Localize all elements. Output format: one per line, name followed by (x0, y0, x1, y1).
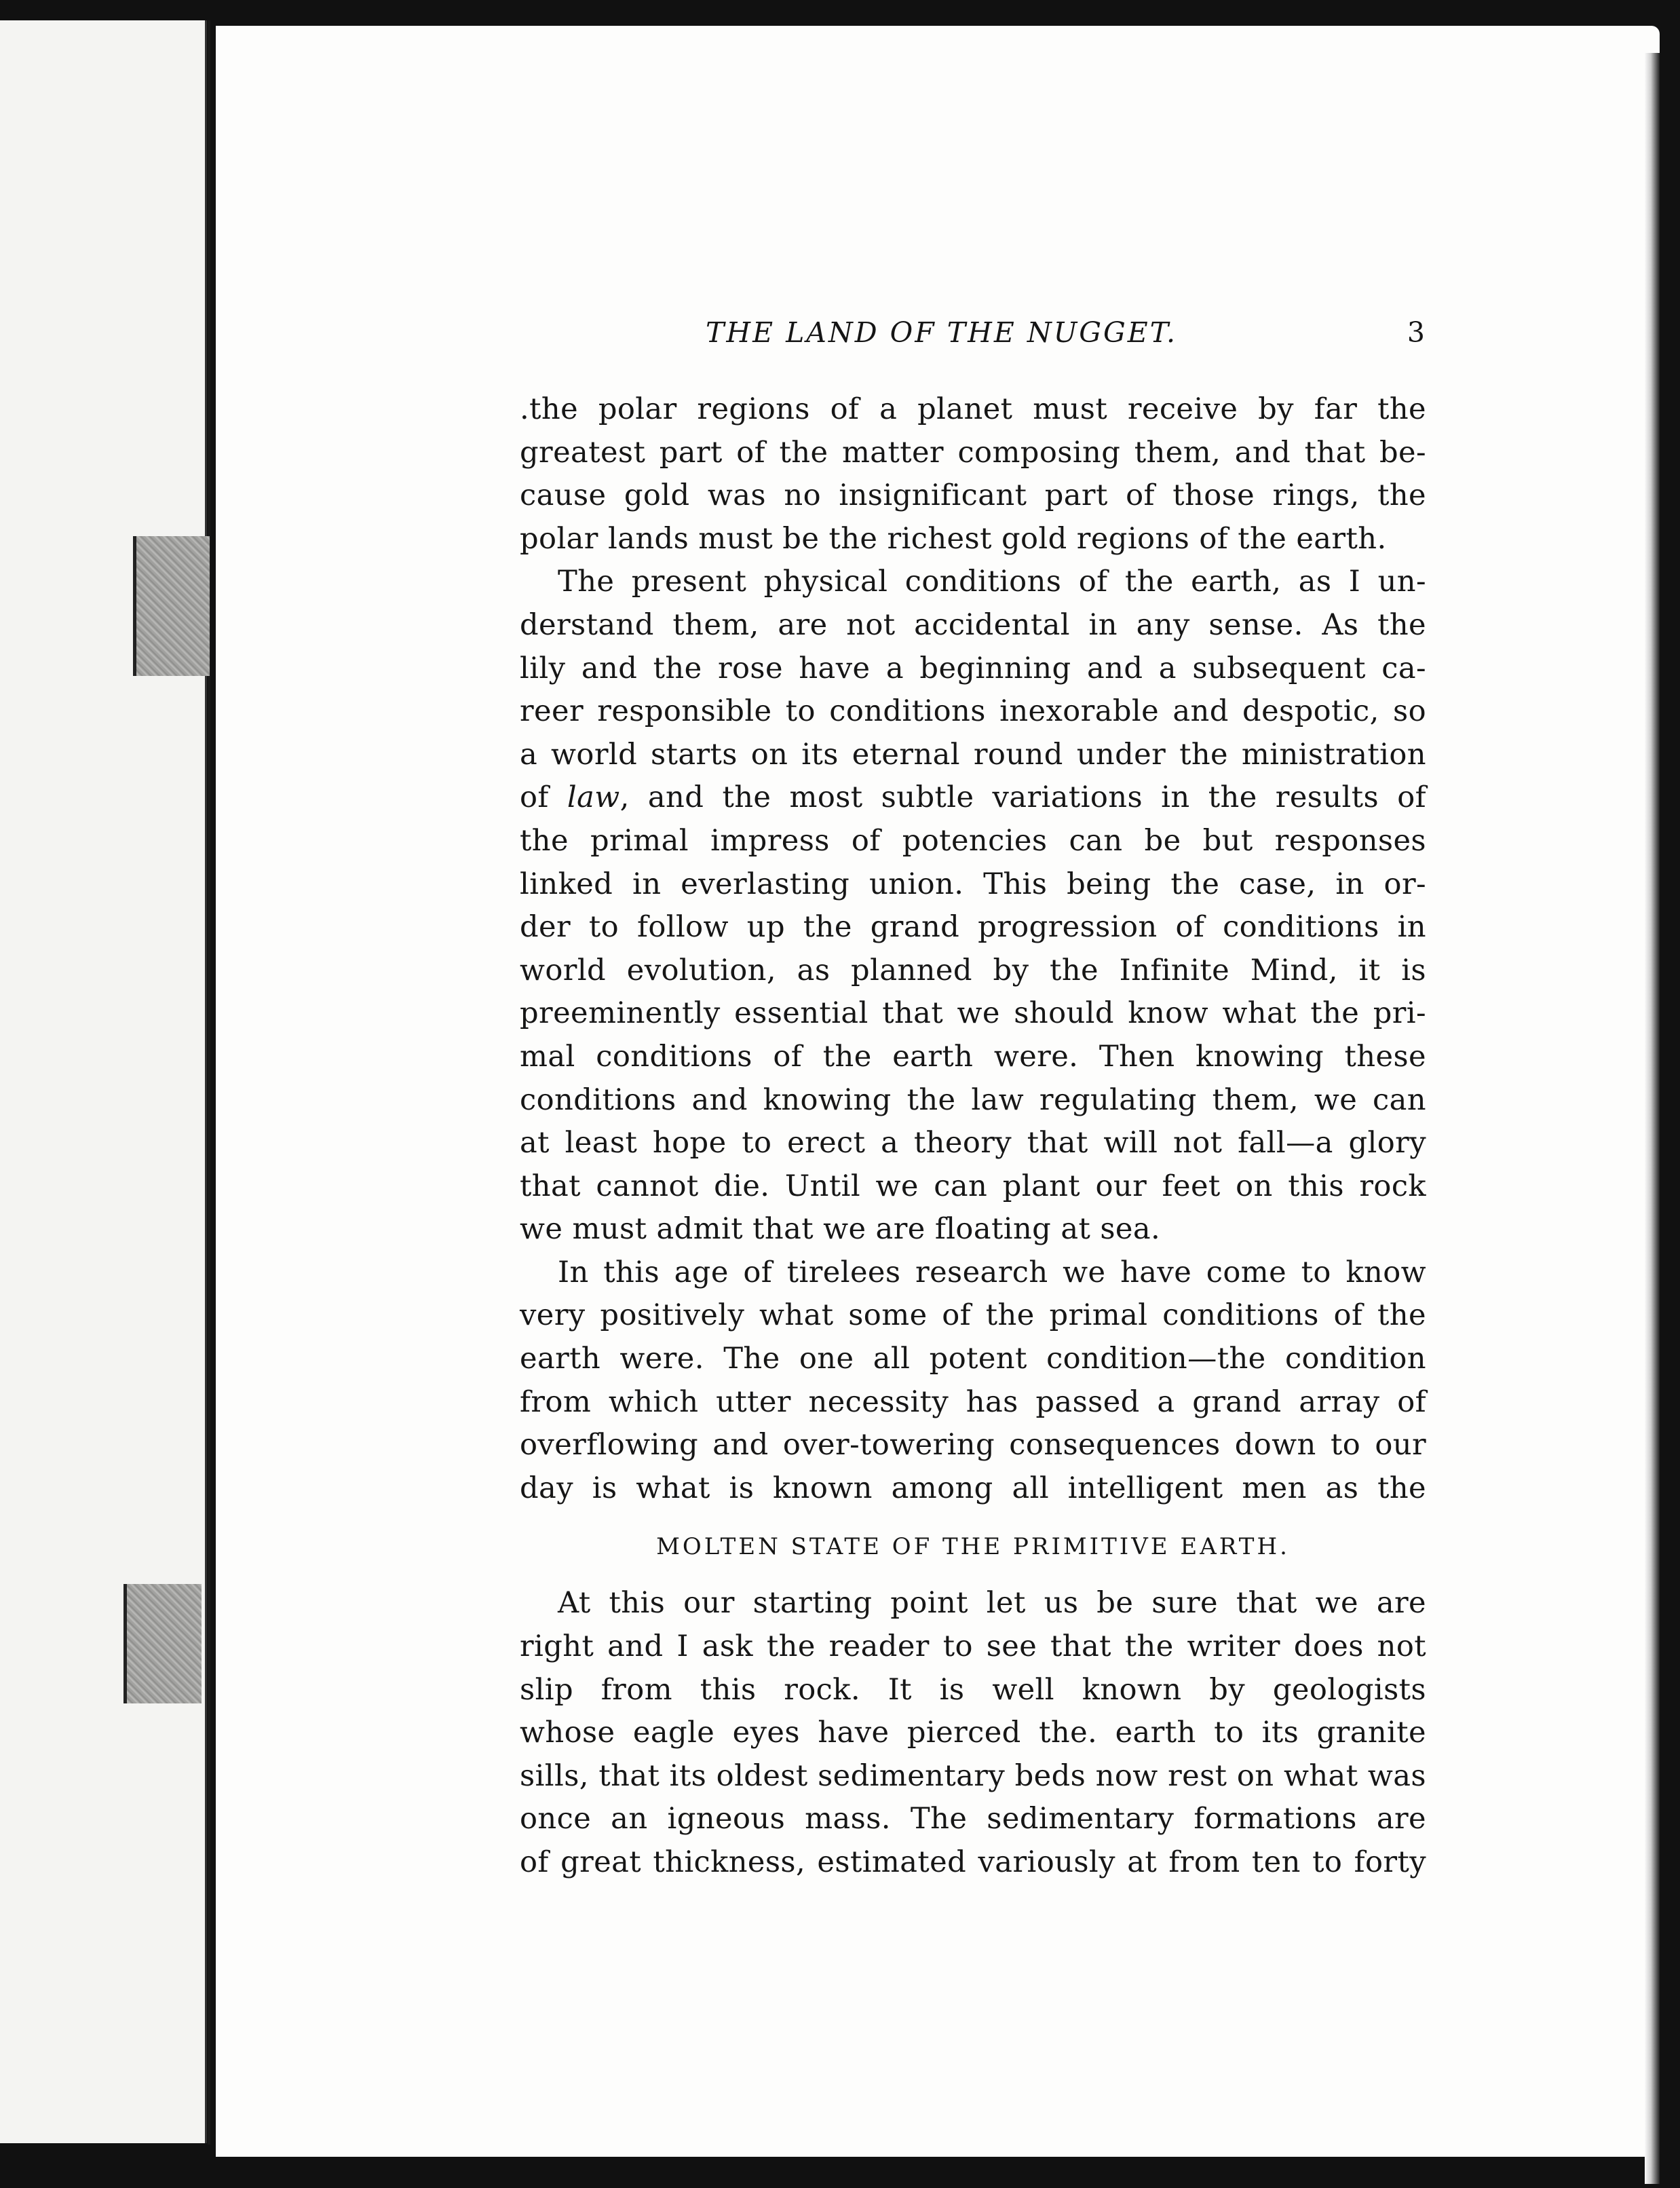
page-body-text (520, 388, 1426, 1885)
text-line: preeminently essential that we should know what the pri- (520, 996, 1426, 1031)
text-line: of great thickness, estimated variously at from ten to forty (520, 1845, 1426, 1879)
section-heading: MOLTEN STATE OF THE PRIMITIVE EARTH. (656, 1533, 1290, 1561)
text-line: we must admit that we are floating at sea. (520, 1212, 1161, 1247)
text-line: world evolution, as planned by the Infinite Mind, it is (520, 953, 1426, 987)
text-line: overflowing and over-towering consequences down to our (520, 1428, 1426, 1463)
text-line: In this age of tirelees research we have come to know (558, 1255, 1426, 1289)
text-line: once an igneous mass. The sedimentary formations are (520, 1802, 1426, 1836)
text-line: the primal impress of potencies can be but responses (520, 823, 1426, 858)
text-line: .the polar regions of a planet must receive by far the (520, 392, 1426, 426)
text-line: that cannot die. Until we can plant our feet on this rock (520, 1169, 1426, 1203)
paragraph-4 (520, 1582, 1426, 1884)
text-line: der to follow up the grand progression of conditions in (520, 910, 1426, 945)
text-line: slip from this rock. It is well known by geologists (520, 1672, 1426, 1707)
text-line: linked in everlasting union. This being the case, in or- (520, 867, 1426, 901)
text-line: conditions and knowing the law regulating them, we can (520, 1082, 1426, 1117)
text-line: At this our starting point let us be sure that we are (558, 1586, 1426, 1621)
page-number: 3 (1407, 316, 1425, 349)
text-line: mal conditions of the earth were. Then knowing these (520, 1039, 1426, 1074)
text-line: of law, and the most subtle variations in the results of (520, 780, 1427, 815)
paragraph-2 (520, 561, 1426, 1251)
running-head: THE LAND OF THE NUGGET. (706, 316, 1178, 349)
text-line: greatest part of the matter composing them, and that be- (520, 435, 1426, 470)
paragraph-1 (520, 388, 1426, 561)
text-line: reer responsible to conditions inexorable and despotic, so (520, 694, 1426, 729)
text-line: sills, that its oldest sedimentary beds now rest on what was (520, 1758, 1426, 1793)
text-line: derstand them, are not accidental in any sense. As the (520, 607, 1426, 642)
text-line: from which utter necessity has passed a grand array of (520, 1384, 1426, 1419)
text-line: cause gold was no insignificant part of those rings, the (520, 478, 1426, 513)
text-line: very positively what some of the primal conditions of the (520, 1298, 1426, 1333)
text-line: The present physical conditions of the earth, as I un- (558, 565, 1426, 599)
binding-tape-upper (133, 536, 210, 676)
page-header (706, 316, 1425, 357)
page-edge-shadow (1645, 53, 1660, 2184)
left-page-margin (0, 20, 207, 2143)
text-line: earth were. The one all potent condition—the condition (520, 1342, 1426, 1376)
text-line: polar lands must be the richest gold regions of the earth. (520, 521, 1387, 556)
paragraph-3 (520, 1251, 1426, 1511)
text-line: day is what is known among all intelligent men as the (520, 1471, 1426, 1505)
text-line: at least hope to erect a theory that will not fall—a glory (520, 1126, 1426, 1161)
text-line: lily and the rose have a beginning and a subsequent ca- (520, 651, 1426, 685)
emphasized-word: law (567, 780, 620, 815)
text-line: right and I ask the reader to see that the writer does not (520, 1629, 1426, 1664)
binding-gutter (208, 20, 210, 2145)
binding-tape-lower (123, 1584, 202, 1703)
text-line: whose eagle eyes have pierced the. earth to its granite (520, 1716, 1426, 1750)
text-line: a world starts on its eternal round under the ministration (520, 737, 1426, 772)
